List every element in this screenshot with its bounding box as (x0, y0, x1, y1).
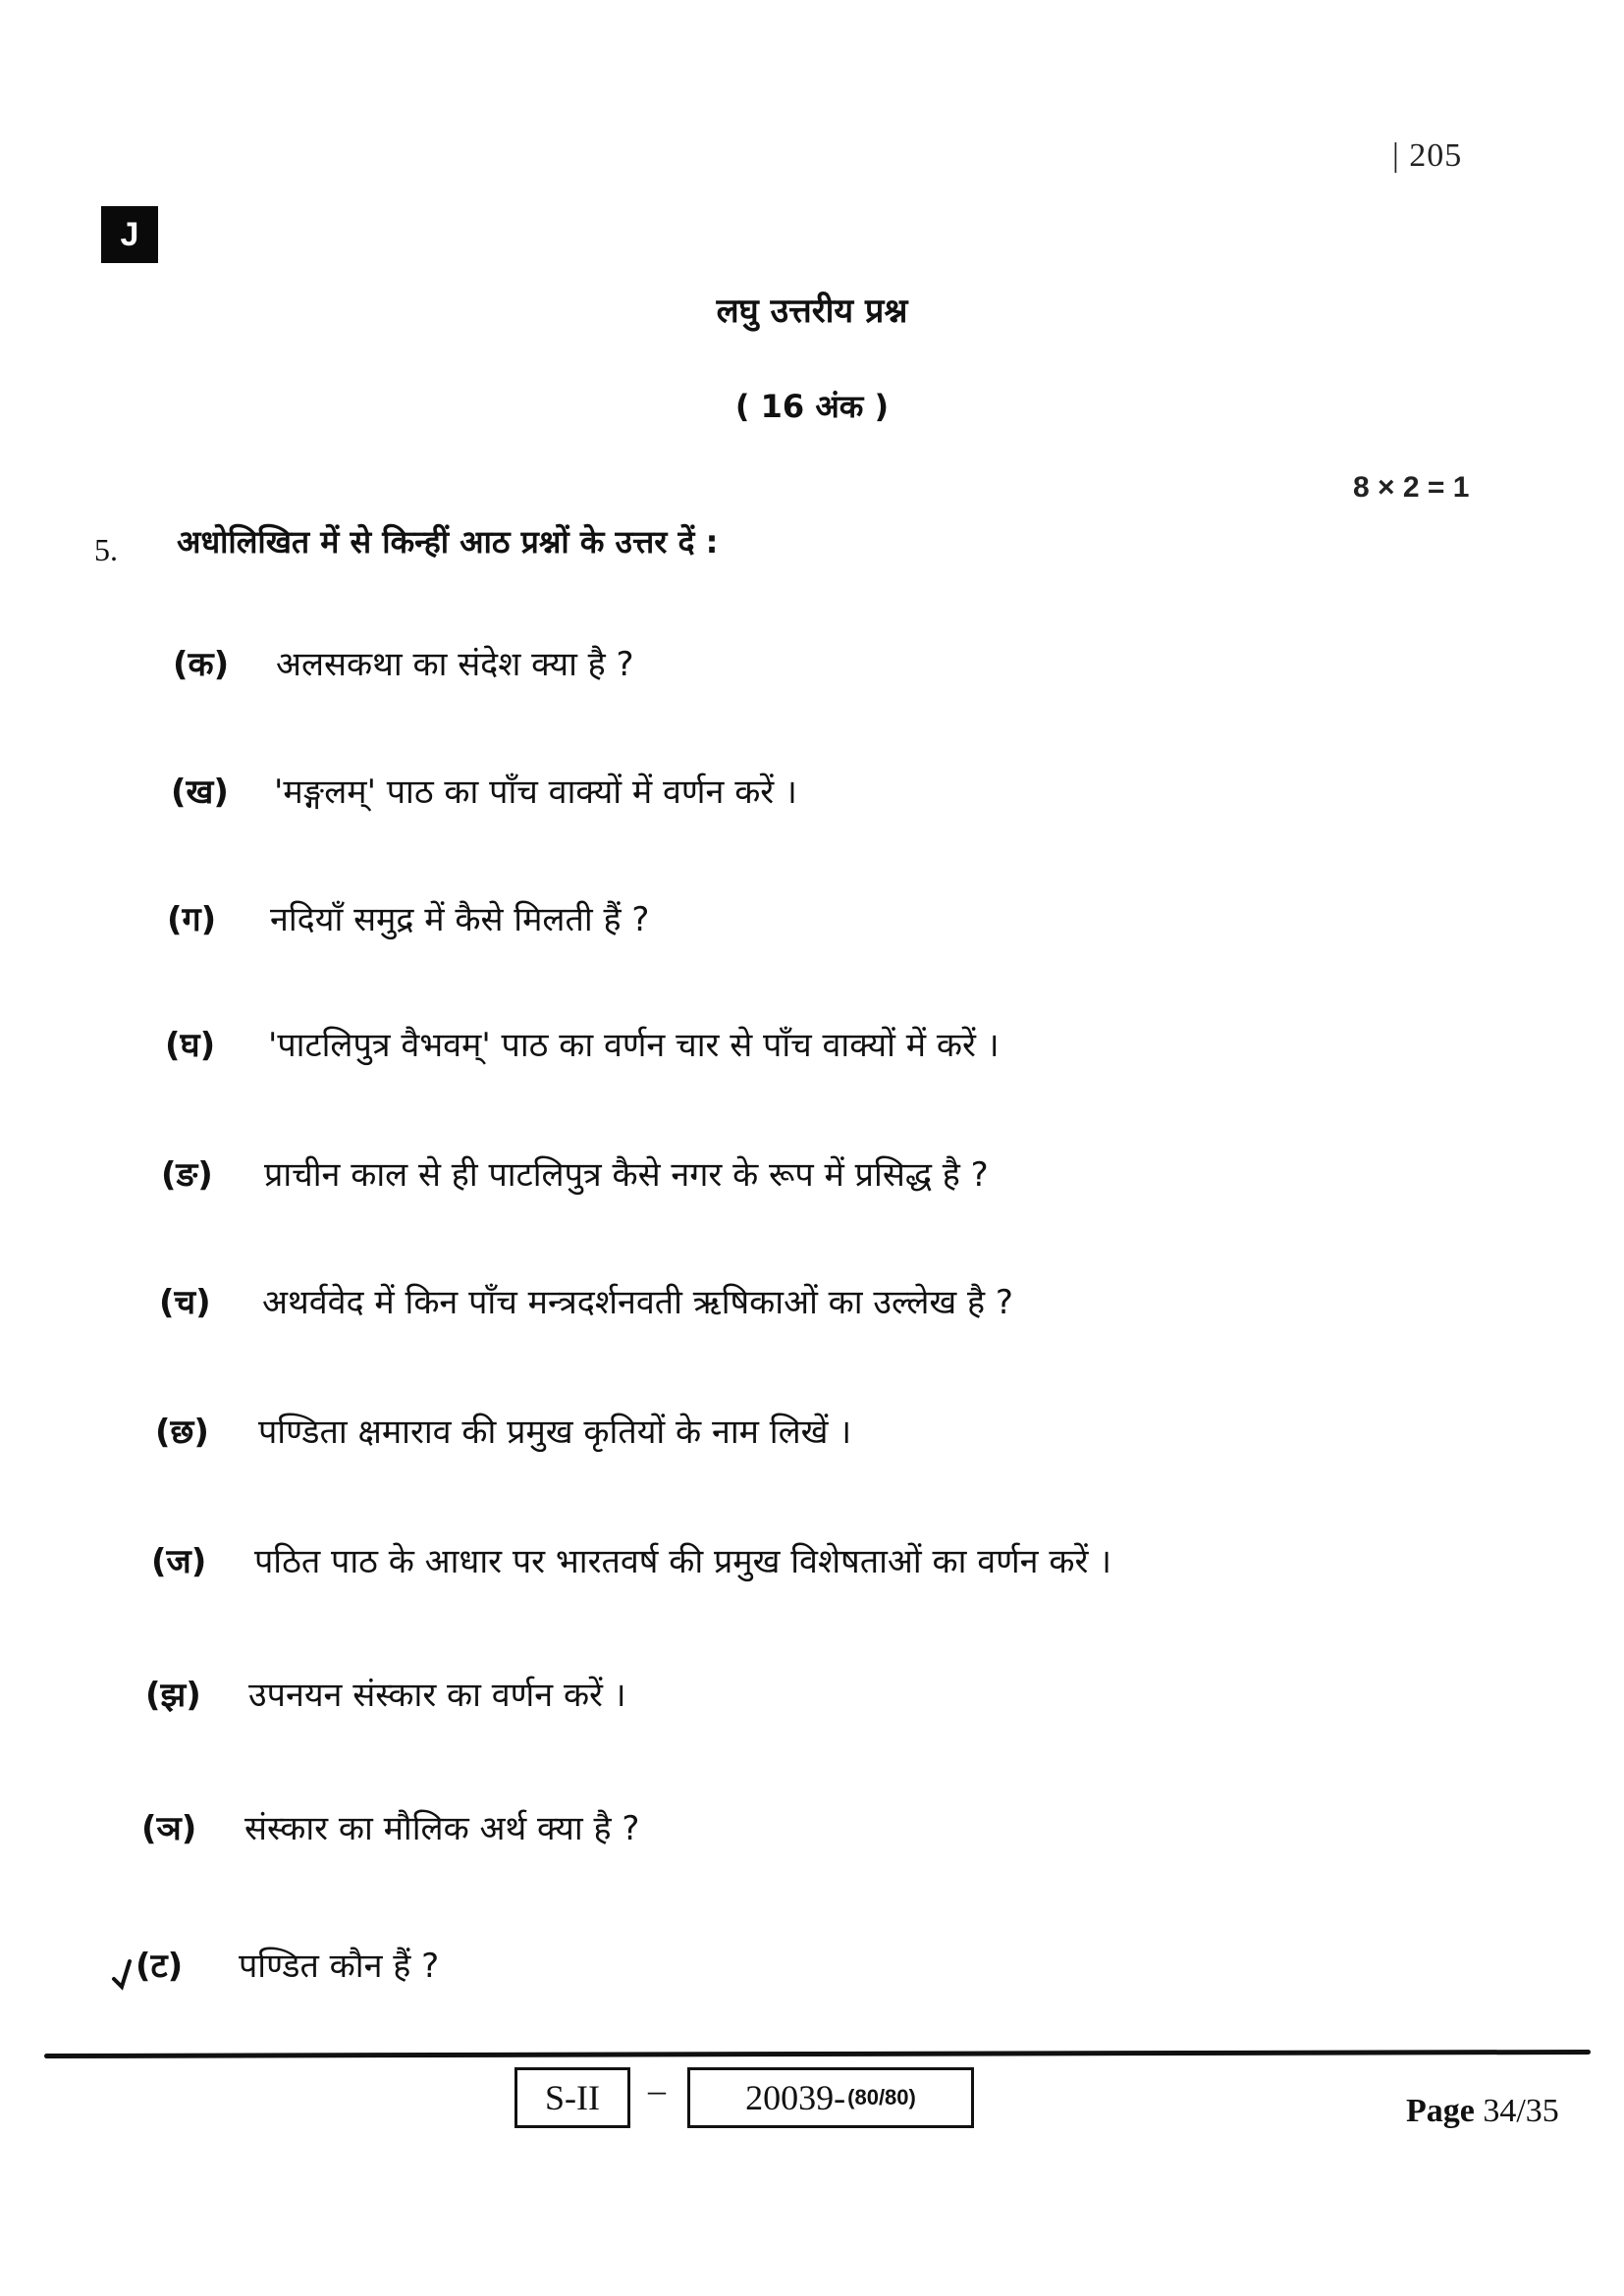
page-indicator (1406, 2093, 1559, 2130)
item-text: पण्डिता क्षमाराव की प्रमुख कृतियों के नाम लिखें । (258, 1413, 852, 1452)
item-label: (छ) (155, 1413, 209, 1452)
marks-formula: 8 × 2 = 1 (1353, 471, 1470, 504)
footer-dash: – (648, 2070, 666, 2109)
item-text: प्राचीन काल से ही पाटलिपुत्र कैसे नगर के रूप में प्रसिद्ध है ? (264, 1155, 989, 1195)
page-label: Page (1406, 2093, 1475, 2129)
question-item (145, 1671, 626, 1716)
question-item (167, 895, 649, 940)
question-item (151, 1537, 1111, 1582)
page-reference-number: | 205 (1392, 137, 1463, 174)
question-number: 5. (94, 532, 118, 567)
item-label: (झ) (145, 1676, 201, 1715)
question-item (135, 1942, 439, 1987)
section-title: लघु उत्तरीय प्रश्न (716, 292, 908, 331)
item-text: नदियाँ समुद्र में कैसे मिलती हैं ? (270, 900, 650, 939)
item-label: (ग) (167, 900, 217, 939)
item-text: पठित पाठ के आधार पर भारतवर्ष की प्रमुख विशेषताओं का वर्णन करें । (254, 1542, 1112, 1581)
page-value: 34/35 (1483, 2093, 1559, 2129)
paper-code-suffix: (80/80) (847, 2085, 916, 2109)
item-text: उपनयन संस्कार का वर्णन करें । (248, 1676, 626, 1715)
item-label: (च) (159, 1283, 211, 1322)
item-label: (ट) (135, 1947, 184, 1986)
item-label: (क) (173, 645, 230, 684)
item-label: (ख) (171, 773, 229, 812)
footer-divider (44, 2050, 1591, 2058)
item-label: (ञ) (141, 1809, 197, 1848)
series-box (514, 2067, 630, 2128)
item-label: (घ) (165, 1026, 216, 1065)
item-text: पण्डित कौन हैं ? (239, 1947, 440, 1986)
item-text: 'मङ्गलम्' पाठ का पाँच वाक्यों में वर्णन करें । (274, 773, 797, 812)
section-marks: ( 16 अंक ) (734, 388, 890, 425)
question-item (159, 1278, 1013, 1323)
question-instruction: अधोलिखित में से किन्हीं आठ प्रश्नों के उत्तर दें : (177, 523, 719, 561)
question-item (165, 1021, 1000, 1066)
item-text: अलसकथा का संदेश क्या है ? (276, 645, 634, 684)
handwritten-tick-icon (110, 1953, 149, 1993)
question-item (141, 1804, 639, 1849)
question-item (161, 1150, 989, 1196)
item-text: अथर्ववेद में किन पाँच मन्त्रदर्शनवती ऋषिकाओं का उल्लेख है ? (262, 1283, 1013, 1322)
question-item (155, 1408, 851, 1453)
item-label: (ङ) (161, 1155, 213, 1195)
paper-code-box (687, 2067, 974, 2128)
series-code: S-II (545, 2078, 600, 2117)
item-text: संस्कार का मौलिक अर्थ क्या है ? (244, 1809, 640, 1848)
set-badge: J (101, 206, 158, 263)
question-item (171, 768, 797, 813)
item-label: (ज) (151, 1542, 207, 1581)
item-text: 'पाटलिपुत्र वैभवम्' पाठ का वर्णन चार से पाँच वाक्यों में करें । (268, 1026, 1000, 1065)
question-item (173, 640, 634, 685)
paper-code: 20039- (745, 2078, 846, 2117)
